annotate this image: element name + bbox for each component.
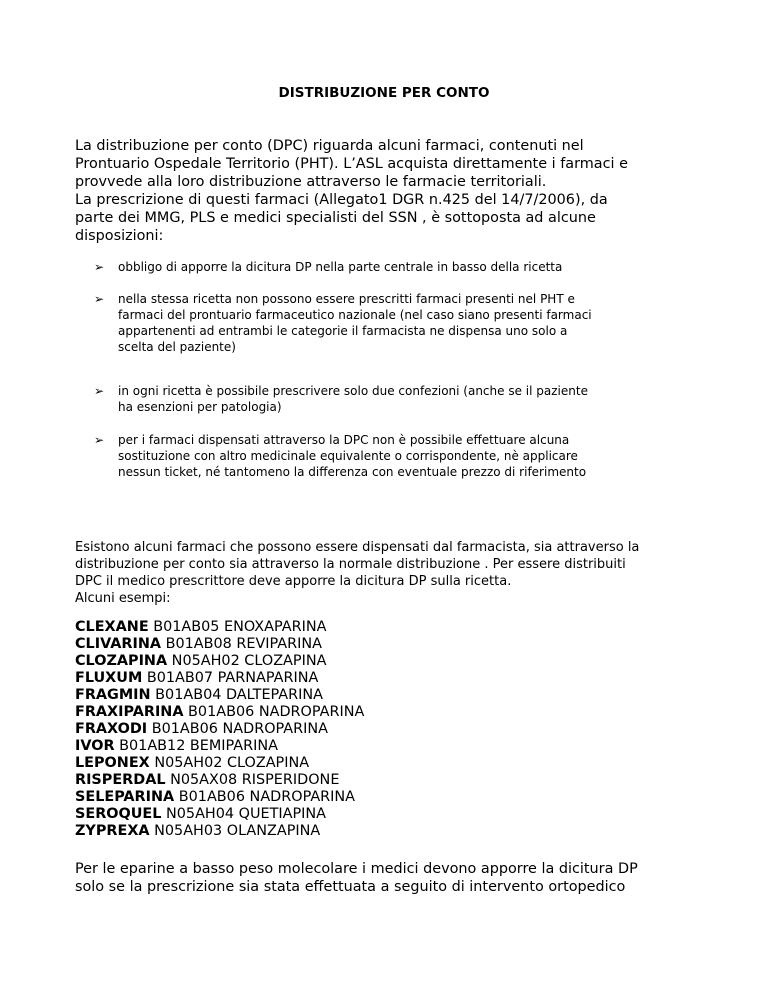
- bullet-line: sostituzione con altro medicinale equivalente o corrispondente, nè applicare: [118, 449, 578, 463]
- bullet-line: farmaci del prontuario farmaceutico nazionale (nel caso siano presenti farmaci: [118, 308, 592, 322]
- drug-code: B01AB08 REVIPARINA: [161, 636, 322, 652]
- paragraph-line: solo se la prescrizione sia stata effettuata a seguito di intervento ortopedico: [75, 879, 626, 895]
- drug-name: SELEPARINA: [75, 789, 175, 805]
- drug-code: B01AB06 NADROPARINA: [147, 721, 329, 737]
- drug-name: CLIVARINA: [75, 636, 161, 652]
- drug-entry: [75, 687, 675, 704]
- intro-line: Prontuario Ospedale Territorio (PHT). L’ASL acquista direttamente i farmaci e: [75, 156, 628, 172]
- bullet-line: scelta del paziente): [118, 340, 236, 354]
- paragraph-line: DPC il medico prescrittore deve apporre la dicitura DP sulla ricetta.: [75, 574, 512, 589]
- drug-code: N05AH02 CLOZAPINA: [167, 653, 327, 669]
- bullet-line: nessun ticket, né tantomeno la differenza con eventuale prezzo di riferimento: [118, 465, 587, 479]
- drug-entry: [75, 721, 675, 738]
- drug-code: N05AH02 CLOZAPINA: [149, 755, 310, 771]
- drug-name: SEROQUEL: [75, 806, 162, 822]
- drug-code: B01AB04 DALTEPARINA: [150, 687, 323, 703]
- drug-entry: [75, 670, 675, 687]
- paragraph-line: Esistono alcuni farmaci che possono essere dispensati dal farmacista, sia attraverso la: [75, 540, 640, 555]
- drug-name: CLEXANE: [75, 619, 149, 635]
- drug-entry: [75, 823, 675, 840]
- drug-entry: [75, 636, 675, 653]
- drug-entry: [75, 755, 675, 772]
- drug-entry: [75, 772, 675, 789]
- drug-name: ZYPREXA: [75, 823, 150, 839]
- examples-intro-paragraph: [75, 539, 705, 607]
- bullet-line: per i farmaci dispensati attraverso la DPC non è possibile effettuare alcuna: [118, 433, 570, 447]
- drug-entry: [75, 738, 675, 755]
- intro-line: provvede alla loro distribuzione attraverso le farmacie territoriali.: [75, 174, 547, 190]
- bullet-line: nella stessa ricetta non possono essere prescritti farmaci presenti nel PHT e: [118, 292, 575, 306]
- drug-name: IVOR: [75, 738, 115, 754]
- page-title: DISTRIBUZIONE PER CONTO: [278, 85, 490, 101]
- arrow-bullet-icon: ➢: [94, 433, 105, 447]
- bullet-line: ha esenzioni per patologia): [118, 400, 282, 414]
- bullet-line: appartenenti ad entrambi le categorie il farmacista ne dispensa uno solo a: [118, 324, 568, 338]
- drug-name: FLUXUM: [75, 670, 143, 686]
- drug-code: N05AX08 RISPERIDONE: [165, 772, 340, 788]
- drug-entry: [75, 619, 675, 636]
- intro-line: La distribuzione per conto (DPC) riguarda alcuni farmaci, contenuti nel: [75, 138, 584, 154]
- drug-name: LEPONEX: [75, 755, 150, 771]
- drug-name: FRAGMIN: [75, 687, 151, 703]
- drug-name: FRAXIPARINA: [75, 704, 184, 720]
- drug-code: B01AB05 ENOXAPARINA: [148, 619, 327, 635]
- drug-code: B01AB07 PARNAPARINA: [142, 670, 319, 686]
- intro-line: La prescrizione di questi farmaci (Allegato1 DGR n.425 del 14/7/2006), da: [75, 192, 608, 208]
- arrow-bullet-icon: ➢: [94, 292, 105, 306]
- drug-name: CLOZAPINA: [75, 653, 168, 669]
- drug-list: [75, 619, 675, 840]
- closing-paragraph: [75, 860, 715, 896]
- paragraph-line: Alcuni esempi:: [75, 591, 171, 606]
- arrow-bullet-icon: ➢: [94, 260, 105, 274]
- drug-code: N05AH03 OLANZAPINA: [149, 823, 321, 839]
- bullet-line: obbligo di apporre la dicitura DP nella parte centrale in basso della ricetta: [118, 260, 563, 274]
- drug-entry: [75, 789, 675, 806]
- bullet-line: in ogni ricetta è possibile prescrivere solo due confezioni (anche se il paziente: [118, 384, 588, 398]
- paragraph-line: distribuzione per conto sia attraverso la normale distribuzione . Per essere distribuiti: [75, 557, 626, 572]
- arrow-bullet-icon: ➢: [94, 384, 105, 398]
- drug-name: RISPERDAL: [75, 772, 166, 788]
- drug-name: FRAXODI: [75, 721, 148, 737]
- intro-line: parte dei MMG, PLS e medici specialisti del SSN , è sottoposta ad alcune: [75, 210, 596, 226]
- intro-line: disposizioni:: [75, 228, 164, 244]
- drug-code: B01AB06 NADROPARINA: [174, 789, 356, 805]
- drug-entry: [75, 806, 675, 823]
- drug-code: N05AH04 QUETIAPINA: [161, 806, 327, 822]
- drug-code: B01AB06 NADROPARINA: [183, 704, 365, 720]
- paragraph-line: Per le eparine a basso peso molecolare i medici devono apporre la dicitura DP: [75, 861, 638, 877]
- drug-entry: [75, 704, 675, 721]
- drug-code: B01AB12 BEMIPARINA: [114, 738, 279, 754]
- drug-entry: [75, 653, 675, 670]
- intro-paragraph: [75, 137, 715, 245]
